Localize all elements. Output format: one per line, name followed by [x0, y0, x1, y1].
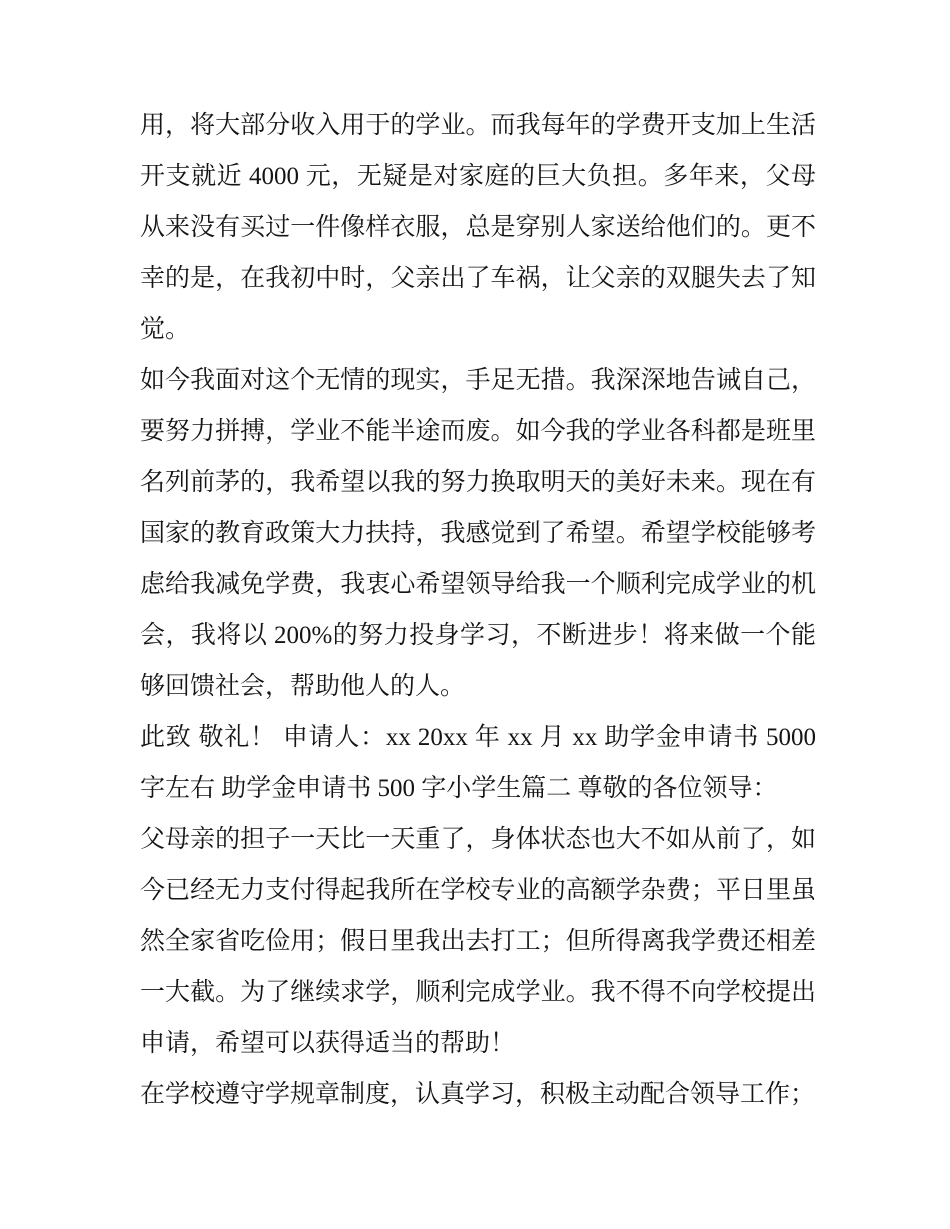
document-text-block: [140, 100, 816, 1120]
text-line: 虑给我减免学费，我衷心希望领导给我一个顺利完成学业的机: [140, 571, 816, 598]
text-line: 如今我面对这个无情的现实，手足无措。我深深地告诫自己，: [140, 367, 816, 394]
text-line: 父母亲的担子一天比一天重了，身体状态也大不如从前了，如: [140, 826, 816, 853]
text-line: 然全家省吃俭用；假日里我出去打工；但所得离我学费还相差: [140, 928, 816, 955]
text-line: 此致 敬礼！ 申请人：xx 20xx 年 xx 月 xx 助学金申请书 5000: [140, 724, 816, 751]
text-line: 申请，希望可以获得适当的帮助！: [140, 1030, 516, 1057]
text-line: 幸的是，在我初中时，父亲出了车祸，让父亲的双腿失去了知: [140, 265, 816, 292]
text-line: 会，我将以 200%的努力投身学习，不断进步！将来做一个能: [140, 622, 816, 649]
text-line: 今已经无力支付得起我所在学校专业的高额学杂费；平日里虽: [140, 877, 816, 904]
text-line: 够回馈社会，帮助他人的人。: [140, 673, 466, 700]
text-line: 觉。: [140, 316, 191, 343]
text-line: 一大截。为了继续求学，顺利完成学业。我不得不向学校提出: [140, 979, 816, 1006]
text-line: 名列前茅的，我希望以我的努力换取明天的美好未来。现在有: [140, 469, 816, 496]
text-line: 字左右 助学金申请书 500 字小学生篇二 尊敬的各位领导：: [140, 775, 778, 802]
text-line: 要努力拼搏，学业不能半途而废。如今我的学业各科都是班里: [140, 418, 816, 445]
text-line: 用，将大部分收入用于的学业。而我每年的学费开支加上生活: [140, 112, 816, 139]
text-line: 在学校遵守学规章制度，认真学习，积极主动配合领导工作；: [140, 1081, 816, 1108]
text-line: 开支就近 4000 元，无疑是对家庭的巨大负担。多年来，父母: [140, 163, 816, 190]
text-line: 从来没有买过一件像样衣服，总是穿别人家送给他们的。更不: [140, 214, 816, 241]
text-line: 国家的教育政策大力扶持，我感觉到了希望。希望学校能够考: [140, 520, 816, 547]
